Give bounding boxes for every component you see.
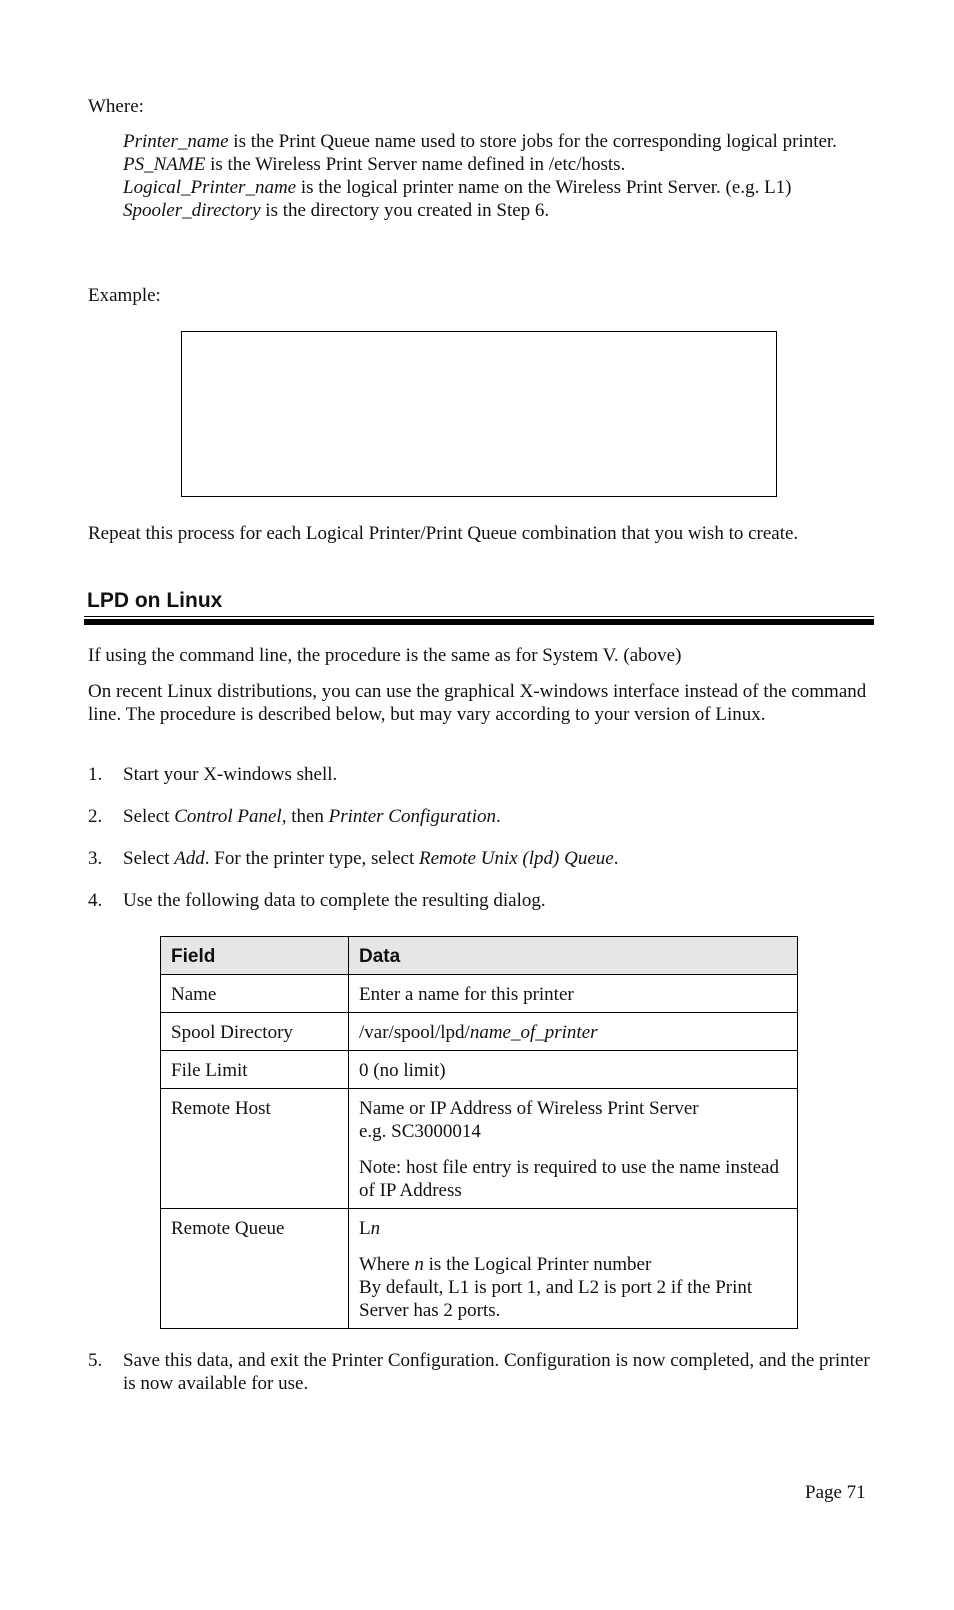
repeat-paragraph: Repeat this process for each Logical Printer/Print Queue combination that you wish to create.: [88, 523, 799, 544]
text-run: .: [495, 806, 501, 827]
cell-field: File Limit: [161, 1051, 349, 1089]
text-run: . For the printer type, select: [204, 848, 420, 869]
text-run-italic: Add: [174, 848, 205, 869]
section-divider-thick: [84, 619, 874, 625]
header-data: Data: [349, 937, 798, 975]
text-run-italic: n: [370, 1218, 381, 1239]
text-run-italic: name_of_printer: [469, 1022, 598, 1043]
page-number: Page 71: [805, 1482, 866, 1503]
example-label: Example:: [88, 285, 161, 306]
table-row: [161, 975, 798, 1013]
where-label: Where:: [88, 96, 144, 117]
cell-note: Note: host file entry is required to use the name instead of IP Address: [359, 1157, 779, 1201]
text-run-italic: Printer Configuration: [328, 806, 496, 827]
header-field: Field: [161, 937, 349, 975]
term-desc: is the Wireless Print Server name defined in /etc/hosts.: [205, 154, 626, 175]
list-number: 3.: [88, 848, 103, 869]
section-divider-thin: [84, 616, 874, 617]
cell-field: Name: [161, 975, 349, 1013]
cell-data: [349, 1013, 798, 1051]
table-row: [161, 1089, 798, 1209]
definition-printer-name: [123, 130, 883, 153]
section-title: LPD on Linux: [87, 589, 223, 612]
list-number: 5.: [88, 1350, 103, 1371]
cell-paragraph: [359, 1097, 787, 1143]
cell-field: Remote Queue: [161, 1209, 349, 1329]
list-number: 1.: [88, 764, 103, 785]
term-desc: is the directory you created in Step 6.: [260, 200, 550, 221]
term: Spooler_directory: [123, 200, 261, 221]
text-line: Name or IP Address of Wireless Print Server: [359, 1098, 699, 1119]
term: PS_NAME: [123, 154, 206, 175]
definition-logical-printer-name: [123, 176, 883, 199]
text-run-italic: Control Panel: [174, 806, 282, 827]
cell-data: [349, 1089, 798, 1209]
text-run: Select: [123, 806, 175, 827]
term: Logical_Printer_name: [123, 177, 297, 198]
list-number: 4.: [88, 890, 103, 911]
text-run: .: [613, 848, 619, 869]
text-run: L: [359, 1218, 371, 1239]
term: Printer_name: [123, 131, 229, 152]
table-header-row: [161, 937, 798, 975]
list-text: Use the following data to complete the resulting dialog.: [123, 890, 546, 911]
list-text: [123, 847, 878, 870]
text-run: is the Logical Printer number: [423, 1254, 652, 1275]
term-desc: is the logical printer name on the Wireless Print Server. (e.g. L1): [296, 177, 792, 198]
definition-spooler-directory: [123, 199, 883, 222]
cell-data: [349, 1209, 798, 1329]
cell-field: Remote Host: [161, 1089, 349, 1209]
text-run: Select: [123, 848, 175, 869]
table-row: [161, 1013, 798, 1051]
list-text: Save this data, and exit the Printer Configuration. Configuration is now completed, and the printer is now available for use.: [123, 1350, 870, 1394]
definition-ps-name: [123, 153, 883, 176]
table-row: [161, 1051, 798, 1089]
paragraph-command-line: If using the command line, the procedure is the same as for System V. (above): [88, 645, 682, 666]
cell-paragraph: [359, 1217, 787, 1240]
cell-field: Spool Directory: [161, 1013, 349, 1051]
text-run-italic: n: [414, 1254, 424, 1275]
text-run: , then: [281, 806, 329, 827]
cell-data: 0 (no limit): [349, 1051, 798, 1089]
text-run: /var/spool/lpd/: [359, 1022, 470, 1043]
list-number: 2.: [88, 806, 103, 827]
term-desc: is the Print Queue name used to store jobs for the corresponding logical printer.: [228, 131, 837, 152]
definitions-list: [123, 130, 883, 222]
text-line: By default, L1 is port 1, and L2 is port 2 if the Print Server has 2 ports.: [359, 1277, 753, 1321]
text-run: Where: [359, 1254, 415, 1275]
list-text: [123, 805, 878, 828]
paragraph-graphical: On recent Linux distributions, you can use the graphical X-windows interface instead of the command line. The procedure is described below, but may vary according to your version of Linux.: [88, 681, 867, 725]
cell-paragraph: [359, 1253, 787, 1322]
table-row: [161, 1209, 798, 1329]
cell-data: Enter a name for this printer: [349, 975, 798, 1013]
config-data-table: [160, 936, 798, 1329]
example-box: [181, 331, 777, 497]
list-text: Start your X-windows shell.: [123, 764, 338, 785]
text-run-italic: Remote Unix (lpd) Queue: [419, 848, 614, 869]
text-line: e.g. SC3000014: [359, 1121, 481, 1142]
